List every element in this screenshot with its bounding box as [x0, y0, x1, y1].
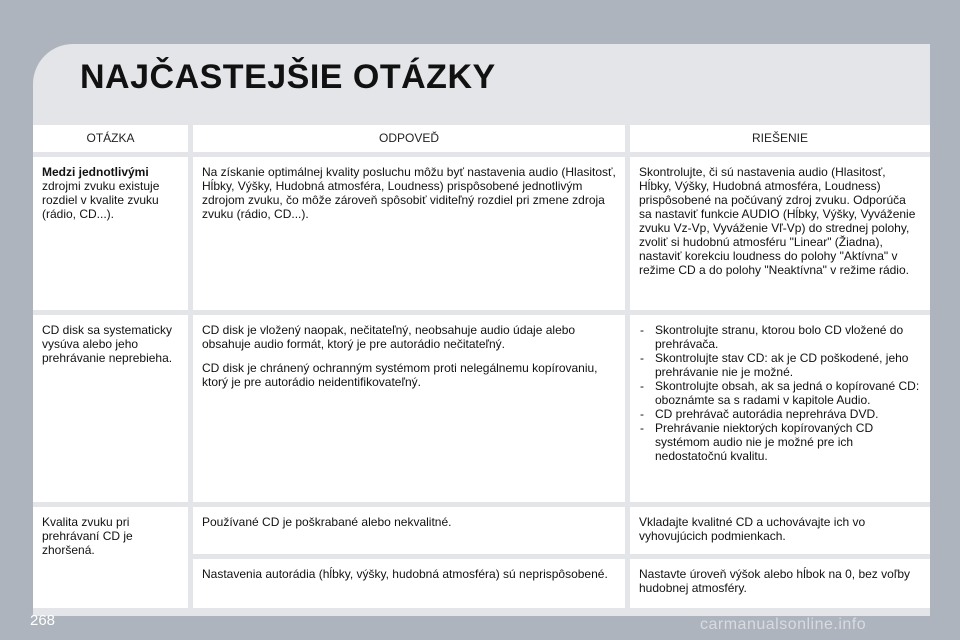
row1-question-bold: Medzi jednotlivými [42, 165, 149, 179]
watermark: carmanualsonline.info [700, 616, 867, 633]
header-question: OTÁZKA [33, 125, 188, 152]
row2-answer-paragraph-1: CD disk je vložený naopak, nečitateľný, neobsahuje audio údaje alebo obsahuje audio formát, ktorý je pre autorádio nečitateľný. [202, 323, 576, 351]
row3-question-cell [33, 507, 188, 608]
row2-answer-cell [193, 315, 625, 502]
row1-answer-text: Na získanie optimálnej kvality posluchu môžu byť nastavenia audio (Hlasitosť, Hĺbky, Výšky, Hudobná atmosféra, Loudness) prispôsobené jednotlivým zdrojom zvuku, čo môže zároveň spôsobiť viditeľný rozdiel pri zmene zdroja zvuku (rádio, CD...). [202, 165, 616, 221]
row1-solution-text: Skontrolujte, či sú nastavenia audio (Hlasitosť, Hĺbky, Výšky, Hudobná atmosféra, Loudness) prispôsobené na počúvaný zdroj zvuku. Odporúča sa nastaviť funkcie AUDIO (Hĺbky, Výšky, Vyváženie zvuku Vz-Vp, Vyváženie Vľ-Vp) do strednej polohy, zvoliť si hudobnú atmosféru "Linear" (Žiadna), nastaviť korekciu loudness do polohy "Aktívna" v režime CD a do polohy "Neaktívna" v režime rádio. [639, 165, 916, 277]
row2-answer-paragraph-2: CD disk je chránený ochranným systémom proti nelegálnemu kopírovaniu, ktorý je pre autorádio neidentifikovateľný. [202, 361, 598, 389]
row3a-solution-text: Vkladajte kvalitné CD a uchovávajte ich vo vyhovujúcich podmienkach. [639, 515, 866, 543]
row1-question-text: zdrojmi zvuku existuje rozdiel v kvalite zvuku (rádio, CD...). [42, 179, 160, 221]
row2-question-text: CD disk sa systematicky vysúva alebo jeho prehrávanie neprebieha. [42, 323, 173, 365]
row3a-answer-cell [193, 507, 625, 554]
row3a-solution-cell [630, 507, 930, 554]
row3b-solution-text: Nastavte úroveň výšok alebo hĺbok na 0, bez voľby hudobnej atmosféry. [639, 567, 910, 595]
list-item: - Skontrolujte obsah, ak sa jedná o kopírované CD: oboznámte sa s radami v kapitole Audio. [639, 379, 921, 407]
row3-question-text: Kvalita zvuku pri prehrávaní CD je zhoršená. [42, 515, 133, 557]
header-answer: ODPOVEĎ [193, 125, 625, 152]
row3b-answer-text: Nastavenia autorádia (hĺbky, výšky, hudobná atmosféra) sú neprispôsobené. [202, 567, 608, 581]
row1-question-cell [33, 157, 188, 310]
list-item: - Prehrávanie niektorých kopírovaných CD systémom audio nie je možné pre ich nedostatočnú kvalitu. [639, 421, 921, 463]
row1-answer-cell [193, 157, 625, 310]
list-item: - Skontrolujte stav CD: ak je CD poškodené, jeho prehrávanie nie je možné. [639, 351, 921, 379]
row2-solution-cell [630, 315, 930, 502]
row2-solution-list [639, 323, 921, 463]
list-item: - Skontrolujte stranu, ktorou bolo CD vložené do prehrávača. [639, 323, 921, 351]
row1-solution-cell [630, 157, 930, 310]
row2-question-cell [33, 315, 188, 502]
row3b-answer-cell [193, 559, 625, 608]
page-number: 268 [30, 612, 56, 629]
row3b-solution-cell [630, 559, 930, 608]
page-title: NAJČASTEJŠIE OTÁZKY [80, 58, 496, 96]
list-item: - CD prehrávač autorádia neprehráva DVD. [639, 407, 921, 421]
row3a-answer-text: Používané CD je poškrabané alebo nekvalitné. [202, 515, 452, 529]
header-solution: RIEŠENIE [630, 125, 930, 152]
